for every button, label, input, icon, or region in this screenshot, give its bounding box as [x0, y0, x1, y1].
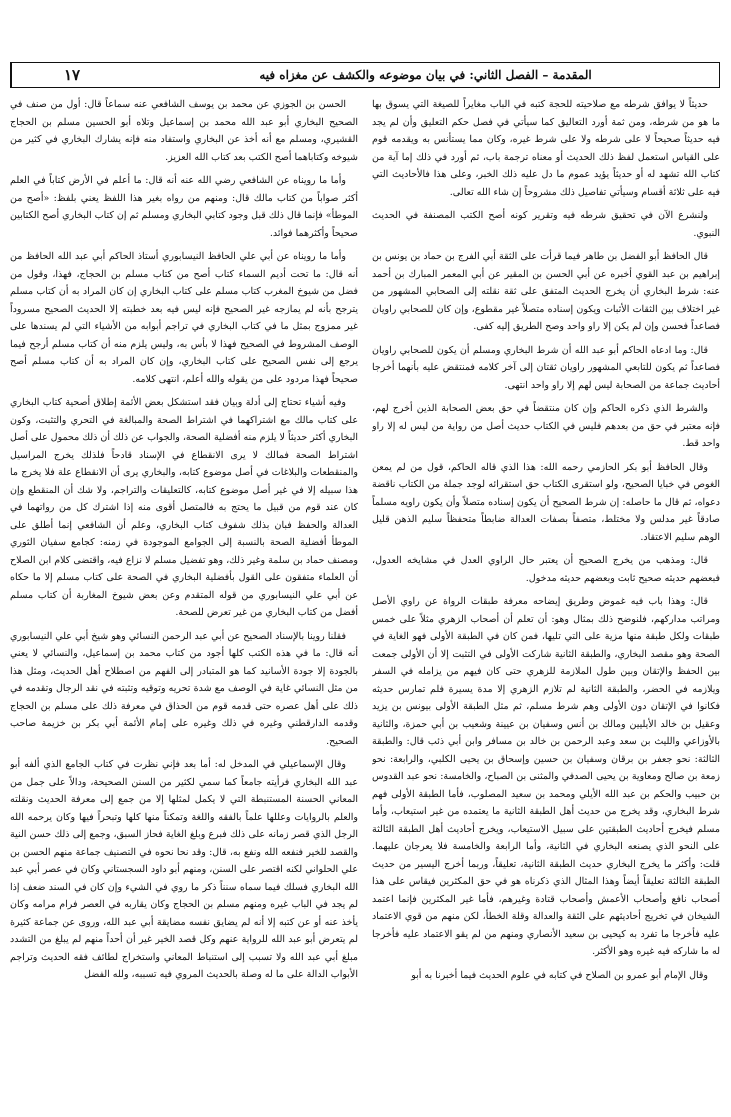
- paragraph: قال: وما ادعاه الحاكم أبو عبد الله أن شرط البخاري ومسلم أن يكون للصحابي راويان فصاعداً ثم يكون للتابعي المشهور راويان ثقتان إلى آخر كلامه فمنتقض عليه بأنهما أخرجا أحاديث جماعة من الصحابة ليس لهم إلا راو واحد انتهى.: [372, 344, 720, 391]
- paragraph: وأما ما رويناه عن الشافعي رضي الله عنه أنه قال: ما أعلم في الأرض كتاباً في العلم أكثر صواباً من كتاب مالك قال: ومنهم من رواه بغير هذا اللفظ يعني بلفظ: «أصح من الموطأ» فإنما قال ذلك قبل وجود كتابي البخاري ومسلم ثم إن كتاب البخاري أصح الكتابين صحيحاً وأكثرهما فوائد.: [10, 175, 358, 239]
- paragraph: وقال الإمام أبو عمرو بن الصلاح في كتابه في علوم الحديث فيما أخبرنا به أبو: [411, 969, 708, 981]
- paragraph: حديثاً لا يوافق شرطه مع صلاحيته للحجة كتبه في الباب مغايراً للصيغة التي يسوق بها ما هو من شرطه، ومن ثمة أورد التعاليق كما سيأتي في فصل حكم التعليق وأن لم يجد فيه حديثاً صحيحاً لا على شرطه ولا على شرط غيره، وكان مما يستأنس به ويقدمه قوم على القياس استعمل لفظ ذلك الحديث أو معناه ترجمة باب، ثم أورد في ذلك إما آية من كتاب الله تشهد له أو حديثاً يؤيد عموم ما دل عليه ذلك الخبر، وعلى هذا فالأحاديث التي فيه على ثلاثة أقسام وسيأتي تفاصيل ذلك مشروحاً إن شاء الله تعالى.: [372, 99, 720, 198]
- paragraph: وفيه أشياء تحتاج إلى أدلة وبيان فقد استشكل بعض الأئمة إطلاق أصحية كتاب البخاري على كتاب مالك مع اشتراكهما في اشتراط الصحة والمبالغة في التحري والتثبت، وكون البخاري أكثر حديثاً لا يلزم منه أفضلية الصحة، والجواب عن ذلك أن ذلك محمول على أصل اشتراط الصحة فمالك لا يرى الانقطاع في الإسناد قادحاً فلذلك يخرج المراسيل والمنقطعات والبلاغات في أصل موضوع كتابه، والبخاري يرى أن الانقطاع علة فلا يخرج ما هذا سبيله إلا في غير أصل موضوع كتابه، كالتعليقات والتراجم، ولا شك أن المنقطع وإن كان عند قوم من قبيل ما يحتج به فالمتصل أقوى منه إذا اشترك كل من رواتهما في العدالة والحفظ فبان بذلك شفوف كتاب البخاري، وعلم أن الشافعي إنما أطلق على الموطأ أفضلية الصحة بالنسبة إلى الجوامع الموجودة في زمنه: كجامع سفيان الثوري ومصنف حماد بن سلمة وغير ذلك، وهو تفضيل مسلم لا نزاع فيه، واقتضى كلام ابن الصلاح أن العلماء متفقون على القول بأفضلية البخاري في الصحة على كتاب مسلم إلا ما حكاه عن أبي علي النيسابوري من قوله المتقدم وعن بعض شيوخ المغاربة أن كتاب مسلم أفضل من كتاب البخاري من غير تعرض للصحة.: [10, 397, 358, 618]
- text-columns: [10, 96, 720, 1108]
- paragraph: قال: ومذهب من يخرج الصحيح أن يعتبر حال الراوي العدل في مشايخه العدول، فبعضهم حديثه صحيح ثابت وبعضهم حديثه مدخول.: [372, 555, 720, 584]
- paragraph: والشرط الذي ذكره الحاكم وإن كان منتقضاً في حق بعض الصحابة الذين أخرج لهم، فإنه معتبر في حق من بعدهم فليس في الكتاب حديث أصل من رواية من ليس له إلا راو واحد قط.: [372, 403, 720, 449]
- paragraph: الحسن بن الجوزي عن محمد بن يوسف الشافعي عنه سماعاً قال: أول من صنف في الصحيح البخاري أبو عبد الله محمد بن إسماعيل وتلاه أبو الحسين مسلم بن الحجاج القشيري، ومسلم مع أنه أخذ عن البخاري واستفاد منه فإنه يشارك البخاري في كثير من شيوخه وكتاباهما أصح الكتب بعد كتاب الله العزيز.: [10, 99, 358, 163]
- paragraph: قال: وهذا باب فيه غموض وطريق إيضاحه معرفة طبقات الرواة عن راوي الأصل ومراتب مداركهم، فلنوضح ذلك بمثال وهو: أن تعلم أن أصحاب الزهري مثلاً على خمس طبقات ولكل طبقة منها مزية على التي تليها، فمن كان في الطبقة الأولى فهو الغاية في الصحة وهو مقصد البخاري، والطبقة الثانية شاركت الأولى في التثبت إلا أن الأولى جمعت بين الحفظ والإتقان وبين طول الملازمة للزهري حتى كان فيهم من يزامله في السفر ويلازمه في الحضر، والطبقة الثانية لم تلازم الزهري إلا مدة يسيرة فلم تمارس حديثه فكانوا في الإتقان دون الأولى وهم شرط مسلم، ثم مثل الطبقة الأولى بيونس بن يزيد وعقيل بن خالد الأيليين ومالك بن أنس وسفيان بن عيينة وشعيب بن أبي حمزة، والثانية بالأوزاعي والليث بن سعد وعبد الرحمن بن خالد بن مسافر وابن أبي ذئب قال: والطبقة الثالثة: نحو جعفر بن برقان وسفيان بن حسين وإسحاق بن يحيى الكلبي، والرابعة: نحو زمعة بن صالح ومعاوية بن يحيى الصدفي والمثنى بن الصباح، والخامسة: نحو عبد القدوس بن حبيب والحكم بن عبد الله الأيلي ومحمد بن سعيد المصلوب، فأما الطبقة الأولى فهم شرط البخاري، وقد يخرج من حديث أهل الطبقة الثانية ما يعتمده من غير استيعاب، وأما مسلم فيخرج أحاديث الطبقتين على سبيل الاستيعاب، ويخرج أحاديث أهل الطبقة الثالثة على النحو الذي يصنعه البخاري في الثانية، وأما الرابعة والخامسة فلا يعرجان عليهما. قلت: وأكثر ما يخرج البخاري حديث الطبقة الثانية، تعليقاً، وربما أخرج اليسير من حديث الطبقة الثالثة تعليقاً أيضاً وهذا المثال الذي ذكرناه هو في حق المكثرين فيقاس على هذا أصحاب نافع وأصحاب الأعمش وأصحاب قتادة وغيرهم، فأما غير المكثرين فإنما اعتمد الشيخان في تخريج أحاديثهم على الثقة والعدالة وقلة الخطأ، لكن منهم من قوي الاعتماد عليه فأخرجا ما تفرد به كيحيى بن سعيد الأنصاري ومنهم من لم يقو الاعتماد عليه فأخرجا له ما شاركه فيه غيره وهو الأكثر.: [372, 596, 720, 957]
- paragraph: قال الحافظ أبو الفضل بن طاهر فيما قرأت على الثقة أبي الفرج بن حماد بن يونس بن إبراهيم بن عبد القوي أخبره عن أبي الحسن بن المقير عن أبي المعمر المبارك بن أحمد عنه: شرط البخاري أن يخرج الحديث المتفق على ثقة نقلته إلى الصحابي المشهور من غير اختلاف بين الثقات الأثبات ويكون إسناده متصلاً غير مقطوع، وإن كان للصحابي راويان فصاعداً فحسن وإن لم يكن إلا راو واحد وصح الطريق إليه كفى.: [372, 251, 720, 332]
- page-header: [10, 62, 720, 88]
- right-column: [372, 96, 720, 1108]
- paragraph: وقال الحافظ أبو بكر الحازمي رحمه الله: هذا الذي قاله الحاكم، قول من لم يمعن الغوص في خبايا الصحيح، ولو استقرى الكتاب حق استقرائه لوجد جملة من الكتاب ناقضة دعواه، ثم قال ما حاصله: إن شرط الصحيح أن يكون إسناده متصلاً وأن يكون راويه مسلماً صادقاً غير مدلس ولا مختلط، متصفاً بصفات العدالة ضابطاً متحفظاً سليم الذهن قليل الوهم سليم الاعتقاد.: [372, 461, 720, 543]
- left-column: [10, 96, 358, 1108]
- paragraph: ولنشرع الآن في تحقيق شرطه فيه وتقرير كونه أصح الكتب المصنفة في الحديث النبوي.: [372, 210, 720, 239]
- paragraph: وأما ما رويناه عن أبي علي الحافظ النيسابوري أستاذ الحاكم أبي عبد الله الحافظ من أنه قال: ما تحت أديم السماء كتاب أصح من كتاب مسلم بن الحجاج، فهذا، وقول من فضل من شيوخ المغرب كتاب مسلم على كتاب البخاري إن كان المراد به أن كتاب مسلم يترجح بأنه لم يمازجه غير الصحيح فإنه ليس فيه بعد خطبته إلا الحديث الصحيح مسروداً غير ممزوج بمثل ما في كتاب البخاري في تراجم أبوابه من الأشياء التي لم يسندها على الوصف المشروط في الصحيح فهذا لا بأس به، وليس يلزم منه أن كتاب مسلم أرجح فيما يرجع إلى نفس الصحيح على كتاب البخاري، وإن كان المراد به أن كتاب مسلم أصح صحيحاً فهذا مردود على من يقوله والله أعلم، انتهى كلامه.: [10, 251, 358, 385]
- paragraph: وقال الإسماعيلي في المدخل له: أما بعد فإني نظرت في كتاب الجامع الذي ألفه أبو عبد الله البخاري فرأيته جامعاً كما سمي لكثير من السنن الصحيحة، ودالاً على جمل من المعاني الحسنة المستنبطة التي لا يكمل لمثلها إلا من جمع إلى معرفة الحديث ونقلته والعلم بالروايات وعللها علماً بالفقه واللغة وتمكناً منها كلها وتبحراً فيها وكان يرحمه الله الرجل الذي قصر زمانه على ذلك فبرع وبلغ الغاية فحاز السبق، وجمع إلى ذلك حسن النية والقصد للخير فنفعه الله ونفع به، قال: وقد نحا نحوه في التصنيف جماعة منهم الحسن بن علي الحلواني لكنه اقتصر على السنن، ومنهم أبو داود السجستاني وكان في عصر أبي عبد الله البخاري فسلك فيما سماه سنناً ذكر ما روي في الشيء وإن كان في السند ضعف إذا لم يجد في الباب غيره ومنهم مسلم بن الحجاج وكان يقاربه في العصر فرام مرامه وكان يأخذ عنه أو عن كتبه إلا أنه لم يضايق نفسه مضايقة أبي عبد الله، وروى عن جماعة كثيرة لم يتعرض أبو عبد الله للرواية عنهم وكل قصد الخير غير أن أحداً منهم لم يبلغ من التشدد مبلغ أبي عبد الله ولا تسبب إلى استنباط المعاني واستخراج لطائف فقه الحديث وتراجم الأبواب الدالة على ما له وصلة بالحديث المروي فيه تسببه، ولله الفضل: [10, 759, 358, 980]
- paragraph: فقلنا روينا بالإسناد الصحيح عن أبي عبد الرحمن النسائي وهو شيخ أبي علي النيسابوري أنه قال: ما في هذه الكتب كلها أجود من كتاب محمد بن إسماعيل، والنسائي لا يعني بالجودة إلا جودة الأسانيد كما هو المتبادر إلى الفهم من اصطلاح أهل الحديث، ومثل هذا من مثل النسائي غاية في الوصف مع شدة تحريه وتوقيه وتثبته في نقد الرجال وتقدمه في ذلك على أهل عصره حتى قدمه قوم من الحذاق في معرفة ذلك على مسلم بن الحجاج وقدمه الدارقطني وغيره في ذلك وغيره على إمام الأئمة أبي بكر بن خزيمة صاحب الصحيح.: [10, 630, 358, 747]
- page-number: ١٧: [11, 63, 132, 87]
- section-title: المقدمة – الفصل الثاني: في بيان موضوعه والكشف عن مغزاه فيه: [259, 68, 592, 82]
